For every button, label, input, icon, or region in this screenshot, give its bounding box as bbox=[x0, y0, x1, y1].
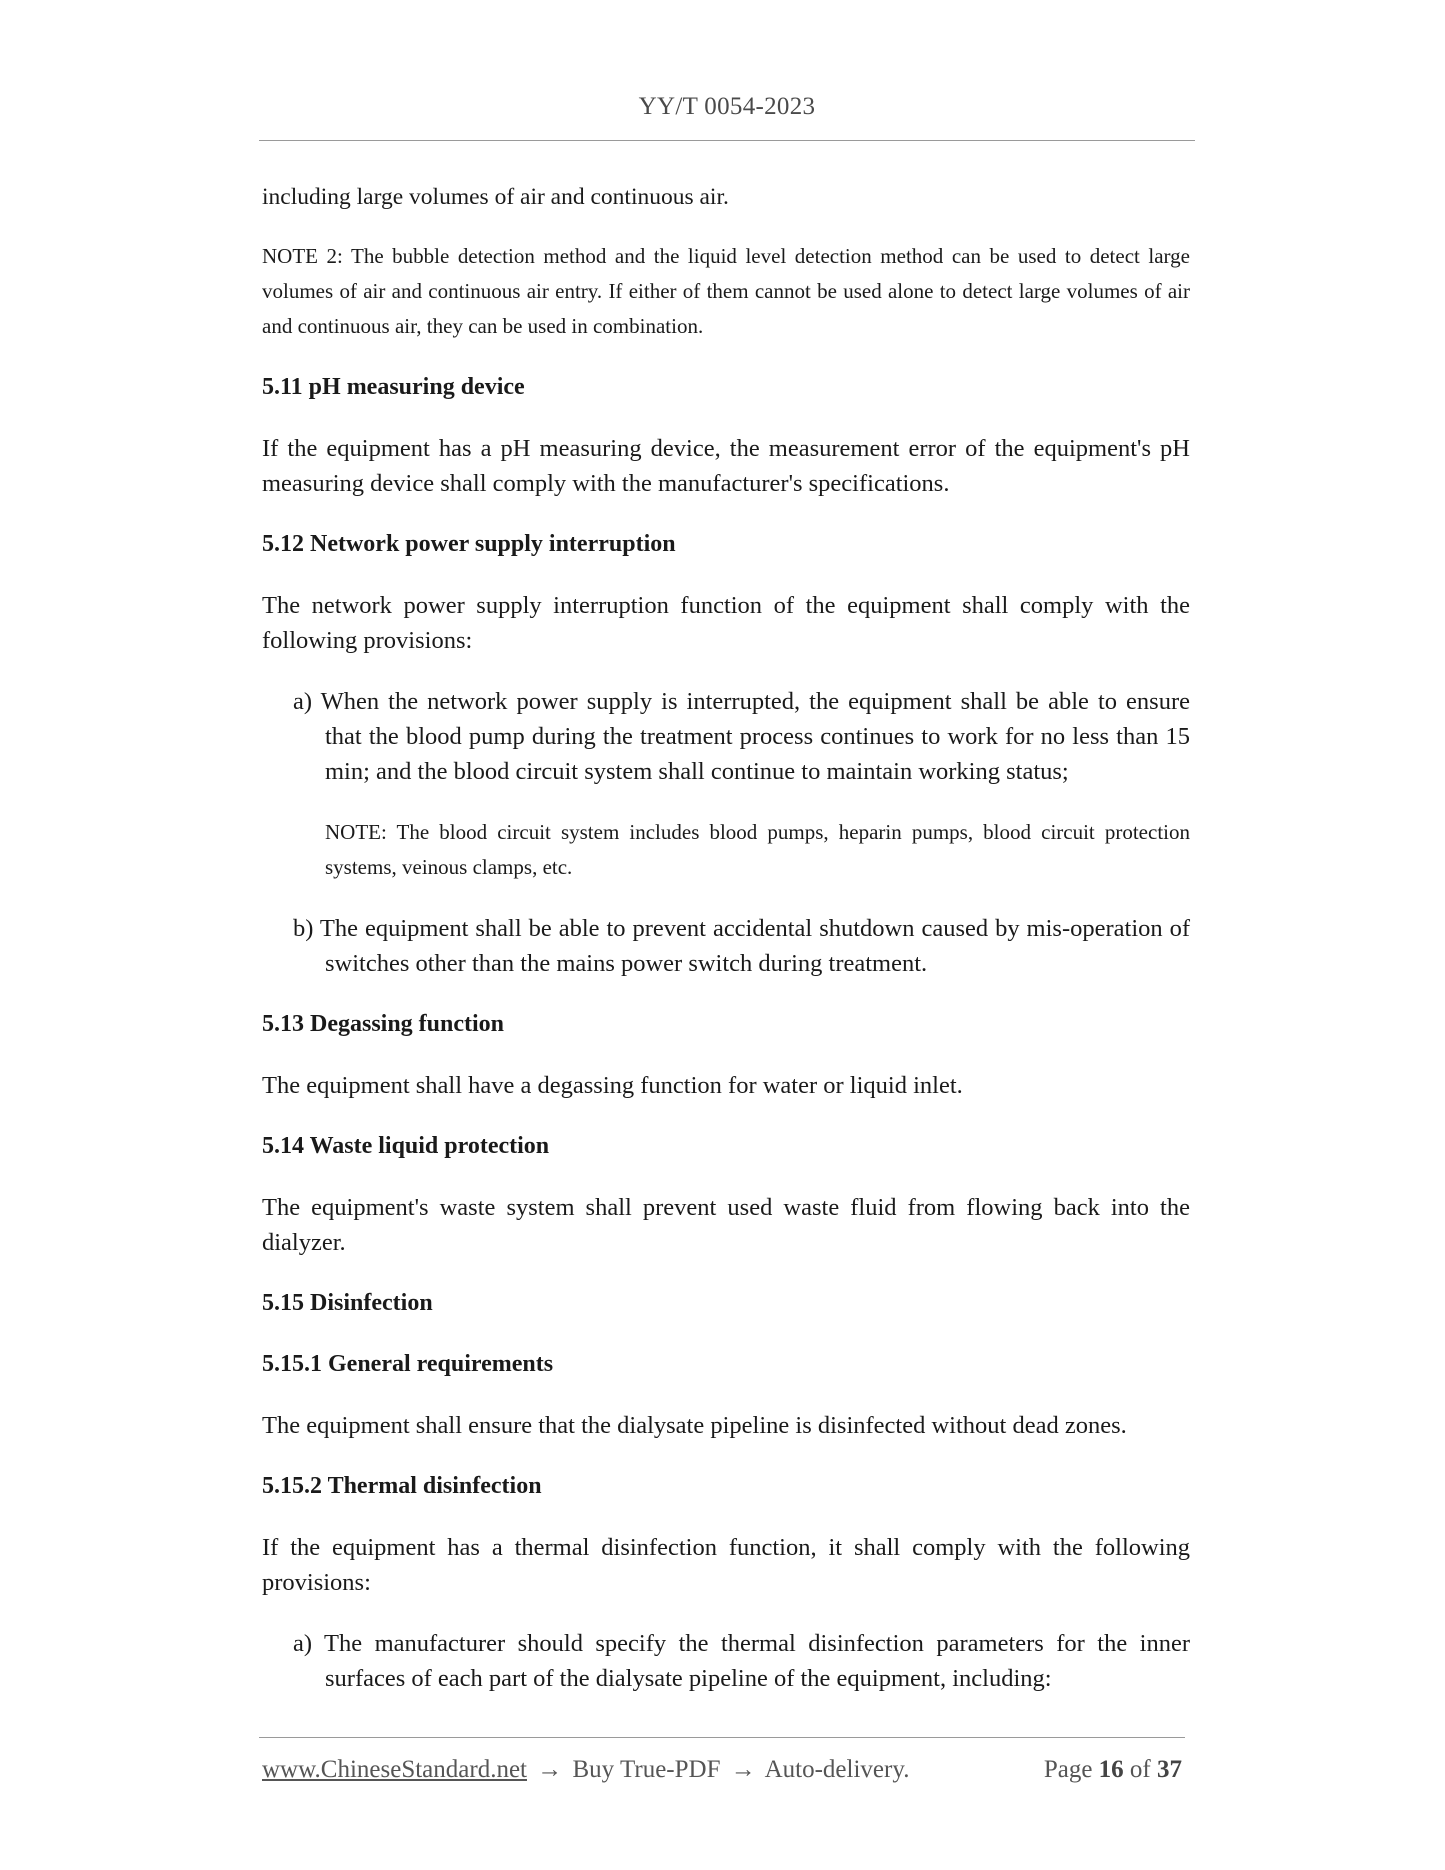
page-footer bbox=[262, 1756, 1182, 1790]
buy-true-pdf-text: Buy True-PDF bbox=[572, 1756, 721, 1783]
heading-5-15-2: 5.15.2 Thermal disinfection bbox=[262, 1473, 542, 1499]
arrow-right-icon: → bbox=[537, 1756, 563, 1783]
paragraph-5-13: The equipment shall have a degassing function for water or liquid inlet. bbox=[262, 1072, 963, 1099]
current-page-number: 16 bbox=[1098, 1756, 1124, 1783]
arrow-right-icon: → bbox=[730, 1756, 756, 1783]
heading-5-14: 5.14 Waste liquid protection bbox=[262, 1133, 550, 1159]
list-item-5-12-a: a) When the network power supply is interrupted, the equipment shall be able to ensure that the blood pump during the treatment process continues to work for no less than 15 min; and the blood circuit system shall continue to maintain working status; bbox=[293, 688, 1190, 785]
page-body bbox=[262, 180, 1190, 1696]
list-item-5-15-2-a: a) The manufacturer should specify the thermal disinfection parameters for the inner surfaces of each part of the dialysate pipeline of the equipment, including: bbox=[293, 1630, 1190, 1692]
footer-promo bbox=[262, 1756, 909, 1784]
website-link[interactable]: www.ChineseStandard.net bbox=[262, 1756, 527, 1783]
heading-5-15: 5.15 Disinfection bbox=[262, 1290, 433, 1316]
paragraph-5-14: The equipment's waste system shall prevent used waste fluid from flowing back into the dialyzer. bbox=[262, 1194, 1190, 1256]
heading-5-11: 5.11 pH measuring device bbox=[262, 374, 525, 400]
note-2: NOTE 2: The bubble detection method and the liquid level detection method can be used to detect large volumes of air and continuous air entry. If either of them cannot be used alone to detect large volumes of air and continuous air, they can be used in combination. bbox=[262, 244, 1190, 338]
heading-5-12: 5.12 Network power supply interruption bbox=[262, 531, 676, 557]
paragraph-5-12: The network power supply interruption function of the equipment shall comply with the following provisions: bbox=[262, 592, 1190, 654]
footer-divider bbox=[259, 1737, 1185, 1738]
note-5-12: NOTE: The blood circuit system includes blood pumps, heparin pumps, blood circuit protection systems, veinous clamps, etc. bbox=[325, 820, 1190, 879]
page-header-doc-id: YY/T 0054-2023 bbox=[638, 93, 816, 120]
paragraph-5-11: If the equipment has a pH measuring device, the measurement error of the equipment's pH measuring device shall comply with the manufacturer's specifications. bbox=[262, 435, 1190, 497]
page-counter bbox=[1044, 1756, 1182, 1784]
page-label: Page bbox=[1043, 1756, 1093, 1783]
of-label: of bbox=[1129, 1756, 1151, 1783]
paragraph-5-15-1: The equipment shall ensure that the dialysate pipeline is disinfected without dead zones. bbox=[262, 1412, 1127, 1439]
heading-5-13: 5.13 Degassing function bbox=[262, 1011, 505, 1037]
list-item-5-12-b: b) The equipment shall be able to prevent accidental shutdown caused by mis-operation of switches other than the mains power switch during treatment. bbox=[293, 915, 1190, 977]
total-pages-number: 37 bbox=[1157, 1756, 1182, 1783]
paragraph-5-15-2: If the equipment has a thermal disinfection function, it shall comply with the following provisions: bbox=[262, 1534, 1190, 1596]
paragraph-intro: including large volumes of air and continuous air. bbox=[262, 184, 729, 210]
auto-delivery-text: Auto-delivery. bbox=[764, 1756, 910, 1783]
header-divider bbox=[259, 140, 1195, 141]
heading-5-15-1: 5.15.1 General requirements bbox=[262, 1351, 554, 1377]
